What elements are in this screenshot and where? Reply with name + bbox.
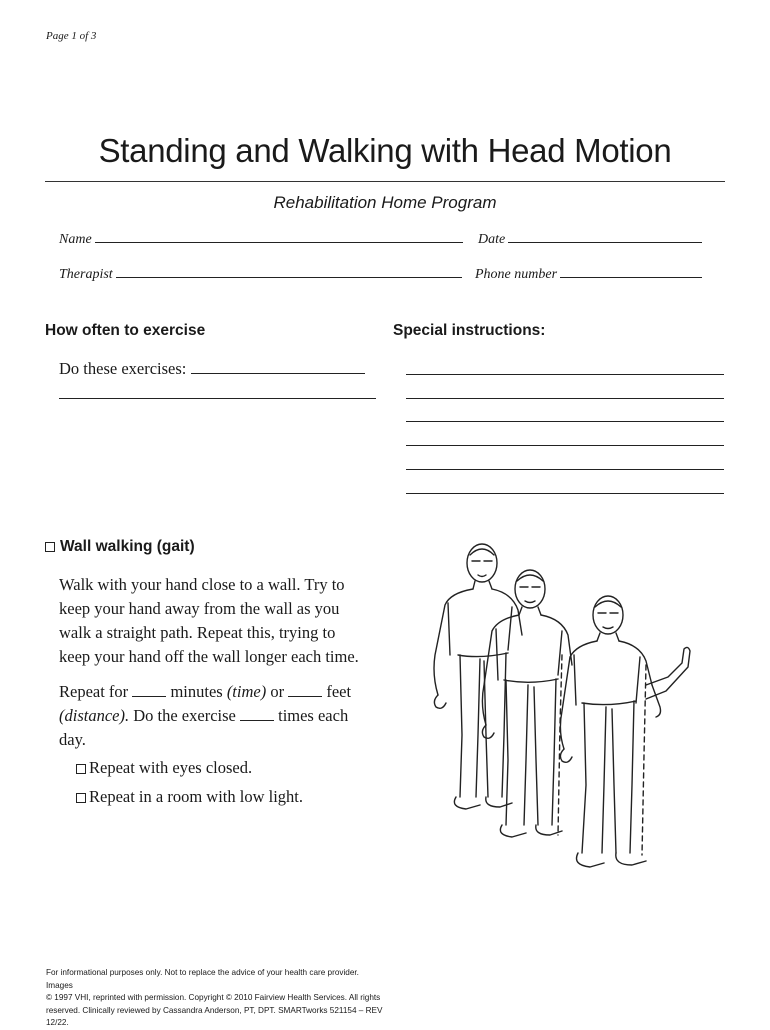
feet-blank[interactable]: [288, 684, 322, 697]
distance-label: (distance).: [59, 706, 130, 725]
person-front-figure: [560, 596, 690, 867]
do-these-line-2[interactable]: [59, 398, 376, 399]
footer-line: reserved. Clinically reviewed by Cassandra Anderson, PT, DPT. SMARTworks 521154 – REV 12/22.: [46, 1005, 383, 1027]
title-divider: [45, 181, 725, 182]
name-line[interactable]: [95, 230, 463, 243]
date-field[interactable]: [478, 230, 702, 248]
page-title: Standing and Walking with Head Motion: [98, 132, 672, 169]
special-instructions-heading: Special instructions:: [393, 322, 546, 339]
phone-label: Phone number: [475, 267, 558, 282]
phone-line[interactable]: [560, 265, 702, 278]
person-middle-figure: [482, 570, 572, 837]
description-line: keep your hand away from the wall as you: [59, 599, 340, 618]
therapist-field[interactable]: [59, 265, 462, 283]
exercise-heading-row[interactable]: [45, 538, 195, 556]
option-eyes-closed[interactable]: [76, 758, 252, 778]
therapist-label: Therapist: [59, 267, 113, 282]
frequency-heading: How often to exercise: [45, 322, 206, 339]
time-label: (time): [226, 682, 267, 701]
date-line[interactable]: [508, 230, 702, 243]
person-back-figure: [434, 544, 522, 809]
footer-disclaimer: [46, 967, 386, 1030]
footer-line: For informational purposes only. Not to replace the advice of your health care provider. Images: [46, 968, 359, 990]
wall-walking-illustration: [420, 535, 740, 880]
name-label: Name: [59, 232, 92, 247]
description-line: Walk with your hand close to a wall. Try to: [59, 575, 345, 594]
instruction-line[interactable]: [406, 374, 724, 375]
description-line: keep your hand off the wall longer each time.: [59, 647, 359, 666]
low-light-checkbox[interactable]: [76, 793, 86, 803]
minutes-label: minutes: [170, 682, 223, 701]
instruction-line[interactable]: [406, 421, 724, 422]
name-field[interactable]: [59, 230, 463, 248]
repeat-for-label: Repeat for: [59, 682, 129, 701]
page-subtitle: Rehabilitation Home Program: [273, 193, 497, 212]
minutes-blank[interactable]: [132, 684, 166, 697]
feet-label: feet: [326, 682, 352, 701]
option-label: Repeat in a room with low light.: [89, 787, 304, 806]
instruction-line[interactable]: [406, 469, 724, 470]
date-label: Date: [478, 232, 506, 247]
repeat-instructions: [59, 680, 389, 752]
page-number: Page 1 of 3: [46, 30, 97, 42]
do-exercise-label: Do the exercise: [133, 706, 236, 725]
do-these-row: [59, 359, 365, 379]
times-each-label: times each: [278, 706, 349, 725]
times-blank[interactable]: [240, 708, 274, 721]
exercise-description: [59, 573, 389, 669]
day-label: day.: [59, 730, 86, 749]
eyes-closed-checkbox[interactable]: [76, 764, 86, 774]
exercise-checkbox[interactable]: [45, 542, 55, 552]
do-these-blank[interactable]: [191, 361, 365, 374]
or-label: or: [270, 682, 285, 701]
option-low-light[interactable]: [76, 787, 303, 807]
instruction-line[interactable]: [406, 493, 724, 494]
do-these-label: Do these exercises:: [59, 359, 187, 378]
description-line: walk a straight path. Repeat this, trying to: [59, 623, 336, 642]
therapist-line[interactable]: [116, 265, 462, 278]
exercise-heading: Wall walking (gait): [60, 538, 195, 555]
instruction-line[interactable]: [406, 398, 724, 399]
instruction-line[interactable]: [406, 445, 724, 446]
option-label: Repeat with eyes closed.: [89, 758, 253, 777]
footer-line: © 1997 VHI, reprinted with permission. Copyright © 2010 Fairview Health Services. All rights: [46, 993, 381, 1002]
phone-field[interactable]: [475, 265, 702, 283]
